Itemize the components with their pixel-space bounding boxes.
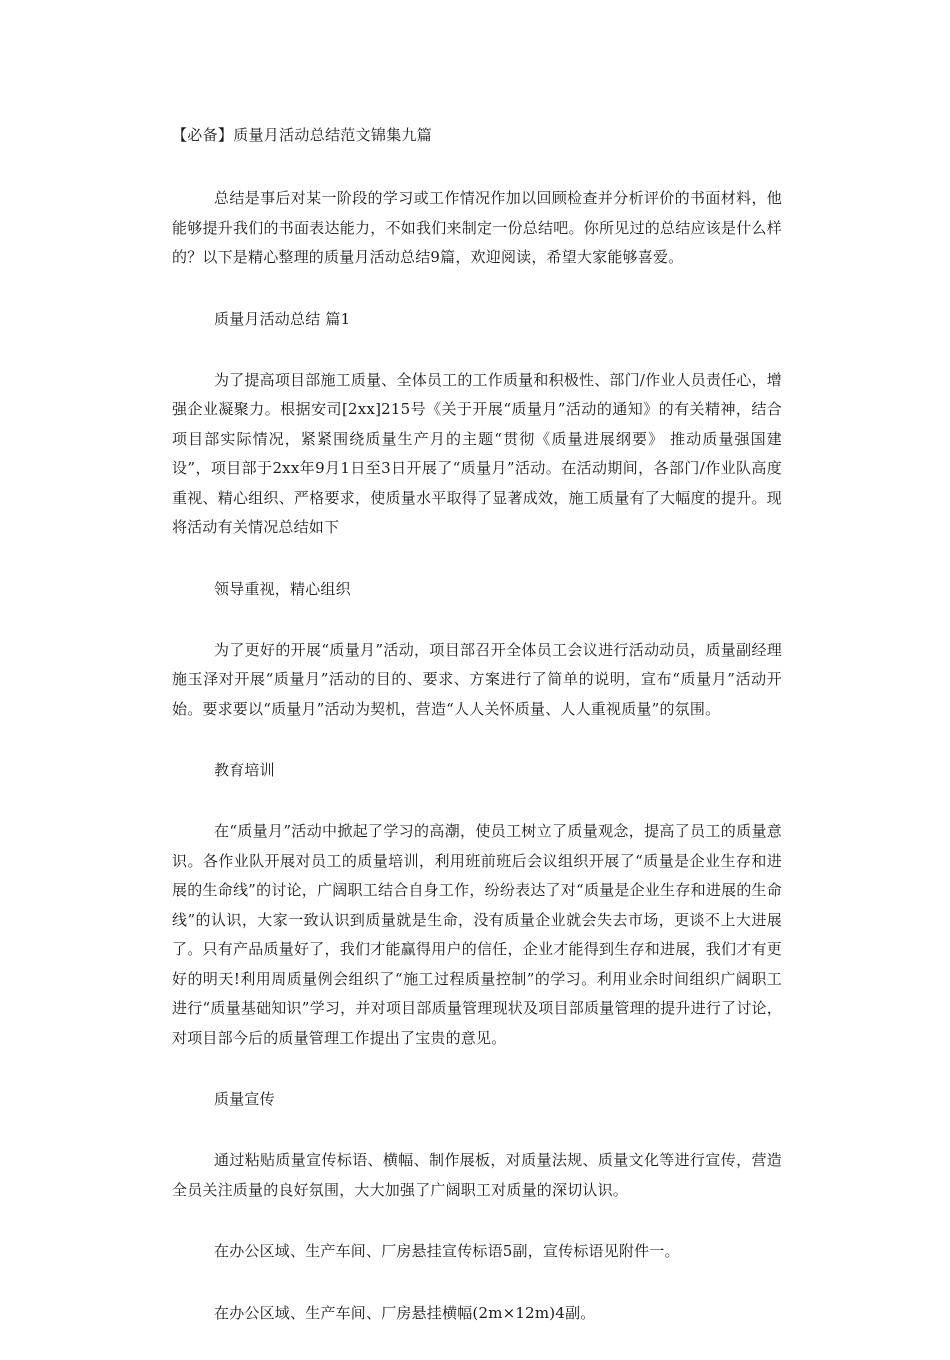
paragraph-1: 为了提高项目部施工质量、全体员工的工作质量和积极性、部门/作业人员责任心，增强企业凝聚力。根据安司[2xx]215号《关于开展“质量月”活动的通知》的有关精神，结合项目部实际情况，紧紧围绕质量生产月的主题“贯彻《质量进展纲要》 推动质量强国建设”，项目部于2xx年9月1日至3日开展了“质量月”活动。在活动期间，各部门/作业队高度重视、精心组织、严格要求，使质量水平取得了显著成效，施工质量有了大幅度的提升。现将活动有关情况总结如下 bbox=[172, 370, 782, 536]
intro-paragraph: 总结是事后对某一阶段的学习或工作情况作加以回顾检查并分析评价的书面材料，他能够提升我们的书面表达能力，不如我们来制定一份总结吧。你所见过的总结应该是什么样的？以下是精心整理的质量月活动总结9篇，欢迎阅读，希望大家能够喜爱。 bbox=[172, 189, 782, 266]
document-title: 【必备】质量月活动总结范文锦集九篇 bbox=[172, 126, 433, 144]
paragraph-2: 为了更好的开展“质量月”活动，项目部召开全体员工会议进行活动动员，质量副经理施玉泽对开展“质量月”活动的目的、要求、方案进行了简单的说明，宣布“质量月”活动开始。要求要以“质量月”活动为契机，营造“人人关怀质量、人人重视质量”的氛围。 bbox=[172, 640, 782, 718]
document-body bbox=[172, 122, 782, 1360]
heading-publicity: 质量宣传 bbox=[214, 1090, 275, 1108]
heading-leadership: 领导重视，精心组织 bbox=[214, 579, 351, 598]
heading-training: 教育培训 bbox=[214, 761, 275, 779]
paragraph-4: 通过粘贴质量宣传标语、横幅、制作展板，对质量法规、质量文化等进行宣传，营造全员关注质量的良好氛围，大大加强了广阔职工对质量的深切认识。 bbox=[172, 1151, 782, 1199]
paragraph-3: 在“质量月”活动中掀起了学习的高潮，使员工树立了质量观念，提高了员工的质量意识。各作业队开展对员工的质量培训，利用班前班后会议组织开展了“质量是企业生存和进展的生命线”的讨论，广阔职工结合自身工作，纷纷表达了对“质量是企业生存和进展的生命线”的认识，大家一致认识到质量就是生命，没有质量企业就会失去市场，更谈不上大进展了。只有产品质量好了，我们才能赢得用户的信任，企业才能得到生存和进展，我们才有更好的明天!利用周质量例会组织了“施工过程质量控制”的学习。利用业余时间组织广阔职工进行“质量基础知识”学习，并对项目部质量管理现状及项目部质量管理的提升进行了讨论，对项目部今后的质量管理工作提出了宝贵的意见。 bbox=[172, 822, 782, 1047]
section-title: 质量月活动总结 篇1 bbox=[214, 309, 351, 328]
paragraph-5: 在办公区域、生产车间、厂房悬挂宣传标语5副，宣传标语见附件一。 bbox=[214, 1242, 680, 1260]
paragraph-6: 在办公区域、生产车间、厂房悬挂横幅(2m×12m)4副。 bbox=[214, 1303, 596, 1322]
